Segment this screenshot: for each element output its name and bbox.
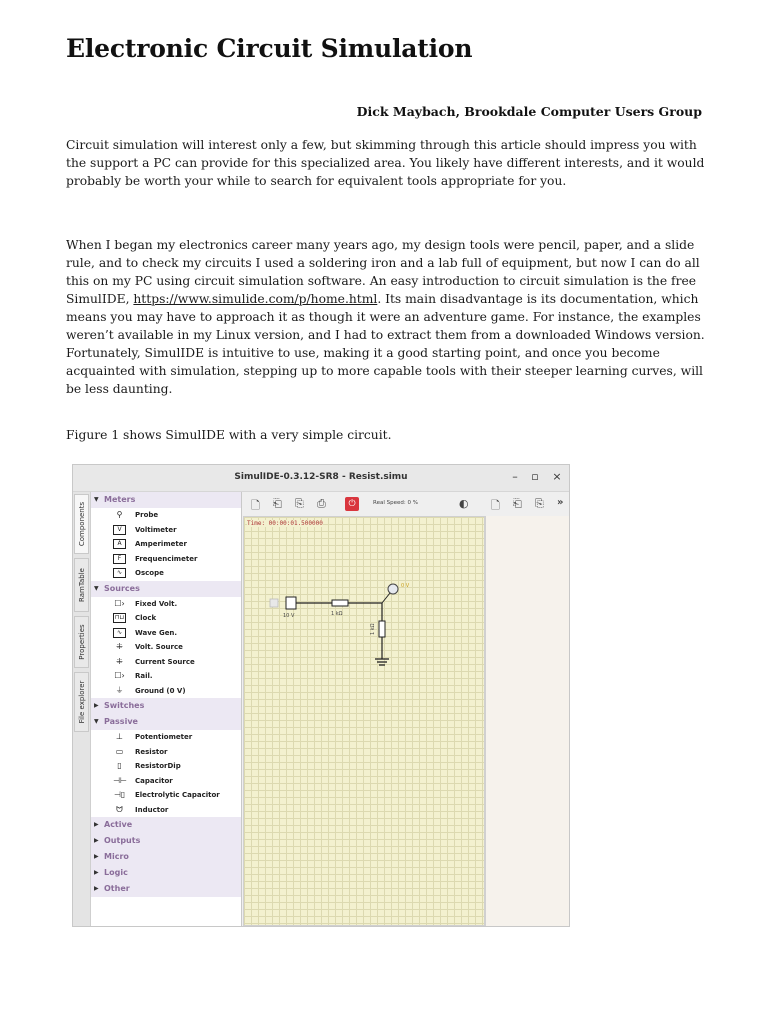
resistor-r1[interactable]	[332, 600, 348, 606]
category-label: Switches	[104, 701, 145, 710]
fixed-volt-icon: ☐›	[114, 598, 125, 608]
component-clock[interactable]	[91, 611, 241, 626]
component-electrolytic-capacitor[interactable]	[91, 788, 241, 803]
tab-label: Properties	[77, 624, 86, 660]
tab-label: File explorer	[77, 680, 86, 724]
save-as-icon[interactable]: ⎙	[317, 497, 326, 510]
category-label: Active	[104, 820, 133, 829]
resistordip-icon: ▯	[117, 761, 122, 770]
property-panel	[485, 516, 570, 926]
component-label: Capacitor	[135, 776, 173, 785]
category-switches[interactable]	[91, 698, 241, 714]
category-logic[interactable]	[91, 865, 241, 881]
tab-file-explorer[interactable]	[74, 672, 89, 732]
category-meters[interactable]	[91, 492, 241, 508]
component-label: Wave Gen.	[135, 628, 178, 637]
open-icon[interactable]: ⎗	[513, 497, 522, 510]
component-label: Fixed Volt.	[135, 599, 178, 608]
wave-gen-icon: ∿	[113, 628, 126, 638]
collapse-arrow-icon: ▶	[94, 837, 99, 844]
fixed-volt-source[interactable]	[286, 597, 296, 609]
save-icon[interactable]: ⎘	[295, 497, 304, 510]
voltimeter-icon: V	[113, 525, 126, 535]
category-label: Other	[104, 884, 130, 893]
component-label: Frequencimeter	[135, 554, 198, 563]
open-icon[interactable]: ⎗	[273, 497, 282, 510]
component-current-source[interactable]	[91, 655, 241, 670]
close-button[interactable]: ×	[552, 470, 562, 483]
category-label: Micro	[104, 852, 129, 861]
resistor-r2[interactable]	[379, 621, 385, 637]
collapse-arrow-icon: ▶	[94, 885, 99, 892]
component-volt-source[interactable]	[91, 640, 241, 655]
window-titlebar	[73, 465, 569, 492]
component-label: Potentiometer	[135, 733, 193, 741]
window-title: SimulIDE-0.3.12-SR8 - Resist.simu	[234, 472, 408, 482]
component-label: Probe	[135, 511, 159, 519]
component-resistordip[interactable]	[91, 759, 241, 774]
category-active[interactable]	[91, 817, 241, 833]
maximize-button[interactable]: ▫	[531, 470, 539, 483]
info-icon[interactable]: ◐	[459, 497, 469, 510]
inductor-icon: ᗢ	[116, 804, 123, 814]
category-label: Sources	[104, 583, 140, 593]
current-source-icon: ⁜	[116, 656, 123, 666]
author-byline: Dick Maybach, Brookdale Computer Users Group	[356, 104, 702, 119]
speed-label: Real Speed: 0 %	[373, 500, 418, 506]
component-label: Electrolytic Capacitor	[135, 791, 220, 799]
circuit-diagram	[244, 517, 484, 925]
component-label: Amperimeter	[135, 540, 187, 548]
category-outputs[interactable]	[91, 833, 241, 849]
component-inductor[interactable]	[91, 803, 241, 818]
component-fixed-volt[interactable]	[91, 597, 241, 612]
side-tab-bar	[73, 492, 91, 926]
probe-value-label: 0 V	[401, 583, 410, 589]
component-oscope[interactable]	[91, 566, 241, 581]
category-passive[interactable]	[91, 714, 241, 730]
component-potentiometer[interactable]	[91, 730, 241, 745]
category-label: Passive	[104, 717, 138, 726]
simulide-link[interactable]: https://www.simulide.com/p/home.html	[133, 292, 378, 306]
oscope-icon: ∿	[113, 568, 126, 578]
tab-label: Components	[77, 501, 86, 547]
page-title: Electronic Circuit Simulation	[66, 34, 473, 63]
category-label: Outputs	[104, 836, 141, 845]
wire	[382, 593, 390, 603]
category-label: Meters	[104, 495, 136, 504]
minimize-button[interactable]: –	[512, 470, 518, 483]
category-label: Logic	[104, 868, 128, 877]
simulation-toolbar	[243, 492, 569, 516]
expand-arrow-icon: ▼	[94, 584, 99, 592]
resistor-icon: ▭	[115, 746, 124, 756]
category-micro[interactable]	[91, 849, 241, 865]
component-resistor[interactable]	[91, 745, 241, 760]
category-sources[interactable]	[91, 581, 241, 597]
volt-source-icon: ⁜	[116, 642, 123, 651]
more-icon[interactable]: »	[557, 497, 564, 508]
paragraph-text: . Its main disadvantage is its documentation, which means you may have to approach it as though it were an adventure game. For instance, the examples weren’t available in my Linux version, and I had to extract them from a downloaded Windows version. Fortunately, SimulIDE is intuitive to use, making it a good starting point, and once you become acquainted with simulation, stepping up to more capable tools with their steeper learning curves, will be less daunting.	[66, 292, 705, 396]
rail-icon: ☐›	[114, 671, 125, 680]
electrolytic-capacitor-icon: ⊣▯	[113, 790, 126, 799]
component-rail[interactable]	[91, 669, 241, 684]
r2-value-label: 1 kΩ	[370, 623, 376, 635]
component-capacitor[interactable]	[91, 774, 241, 789]
expand-arrow-icon: ▼	[94, 718, 99, 725]
component-label: ResistorDip	[135, 762, 181, 770]
frequencimeter-icon: F	[113, 554, 126, 564]
component-label: Ground (0 V)	[135, 686, 186, 695]
collapse-arrow-icon: ▶	[94, 869, 99, 876]
figure-intro-paragraph: Figure 1 shows SimulIDE with a very simple circuit.	[66, 428, 392, 442]
power-icon[interactable]: ⏻	[345, 497, 359, 511]
amperimeter-icon: A	[113, 539, 126, 549]
collapse-arrow-icon: ▶	[94, 853, 99, 860]
component-label: Inductor	[135, 805, 169, 814]
component-label: Resistor	[135, 747, 168, 756]
simulide-screenshot	[72, 464, 570, 927]
component-label: Clock	[135, 614, 157, 622]
component-probe[interactable]	[91, 508, 241, 523]
simulation-time: Time: 00:00:01.500000	[247, 520, 323, 527]
collapse-arrow-icon: ▶	[94, 821, 99, 828]
component-label: Voltimeter	[135, 525, 177, 534]
tab-label: RamTable	[77, 568, 86, 602]
ground-icon: ⏚	[115, 685, 124, 695]
collapse-arrow-icon: ▶	[94, 702, 99, 709]
intro-paragraph: Circuit simulation will interest only a few, but skimming through this article should impress you with the support a PC can provide for this specialized area. You likely have different interests, and it would probably be worth your while to search for equivalent tools appropriate for you.	[66, 138, 705, 188]
tab-components[interactable]	[74, 494, 89, 554]
component-voltimeter[interactable]	[91, 523, 241, 538]
new-file-icon[interactable]: 🗋	[491, 499, 500, 512]
probe-icon: ⚲	[116, 510, 123, 519]
r1-value-label: 1 kΩ	[331, 611, 343, 617]
circuit-canvas[interactable]	[243, 516, 485, 926]
category-other[interactable]	[91, 881, 241, 897]
clock-icon: ⊓⊔	[114, 614, 125, 621]
background-paragraph	[66, 236, 706, 398]
component-label: Oscope	[135, 569, 164, 577]
expand-arrow-icon: ▼	[94, 496, 99, 503]
probe[interactable]	[388, 584, 398, 594]
component-ground[interactable]	[91, 684, 241, 699]
new-file-icon[interactable]: 🗋	[251, 499, 260, 512]
potentiometer-icon: ⊥	[116, 732, 123, 741]
component-frequencimeter[interactable]	[91, 552, 241, 567]
components-panel	[91, 492, 242, 926]
unused-component-box	[270, 599, 278, 607]
component-amperimeter[interactable]	[91, 537, 241, 552]
component-label: Rail.	[135, 672, 153, 680]
source-voltage-label: 10 V	[283, 613, 295, 619]
paragraph-text: When I began my electronics career many years ago, my design tools were pencil, paper, and a slide rule, and to check my circuits I used a soldering iron and a lab full of equipment, but now I can do all this on my PC using circuit simulation software. An easy introduction to circuit simulation is the free SimulIDE,	[66, 238, 700, 306]
component-label: Current Source	[135, 657, 195, 666]
tab-ramtable[interactable]	[74, 558, 89, 612]
component-label: Volt. Source	[135, 643, 183, 651]
tab-properties[interactable]	[74, 616, 89, 668]
component-wave-gen[interactable]	[91, 626, 241, 641]
save-icon[interactable]: ⎘	[535, 497, 544, 510]
capacitor-icon: ⊣⊢	[113, 775, 127, 785]
